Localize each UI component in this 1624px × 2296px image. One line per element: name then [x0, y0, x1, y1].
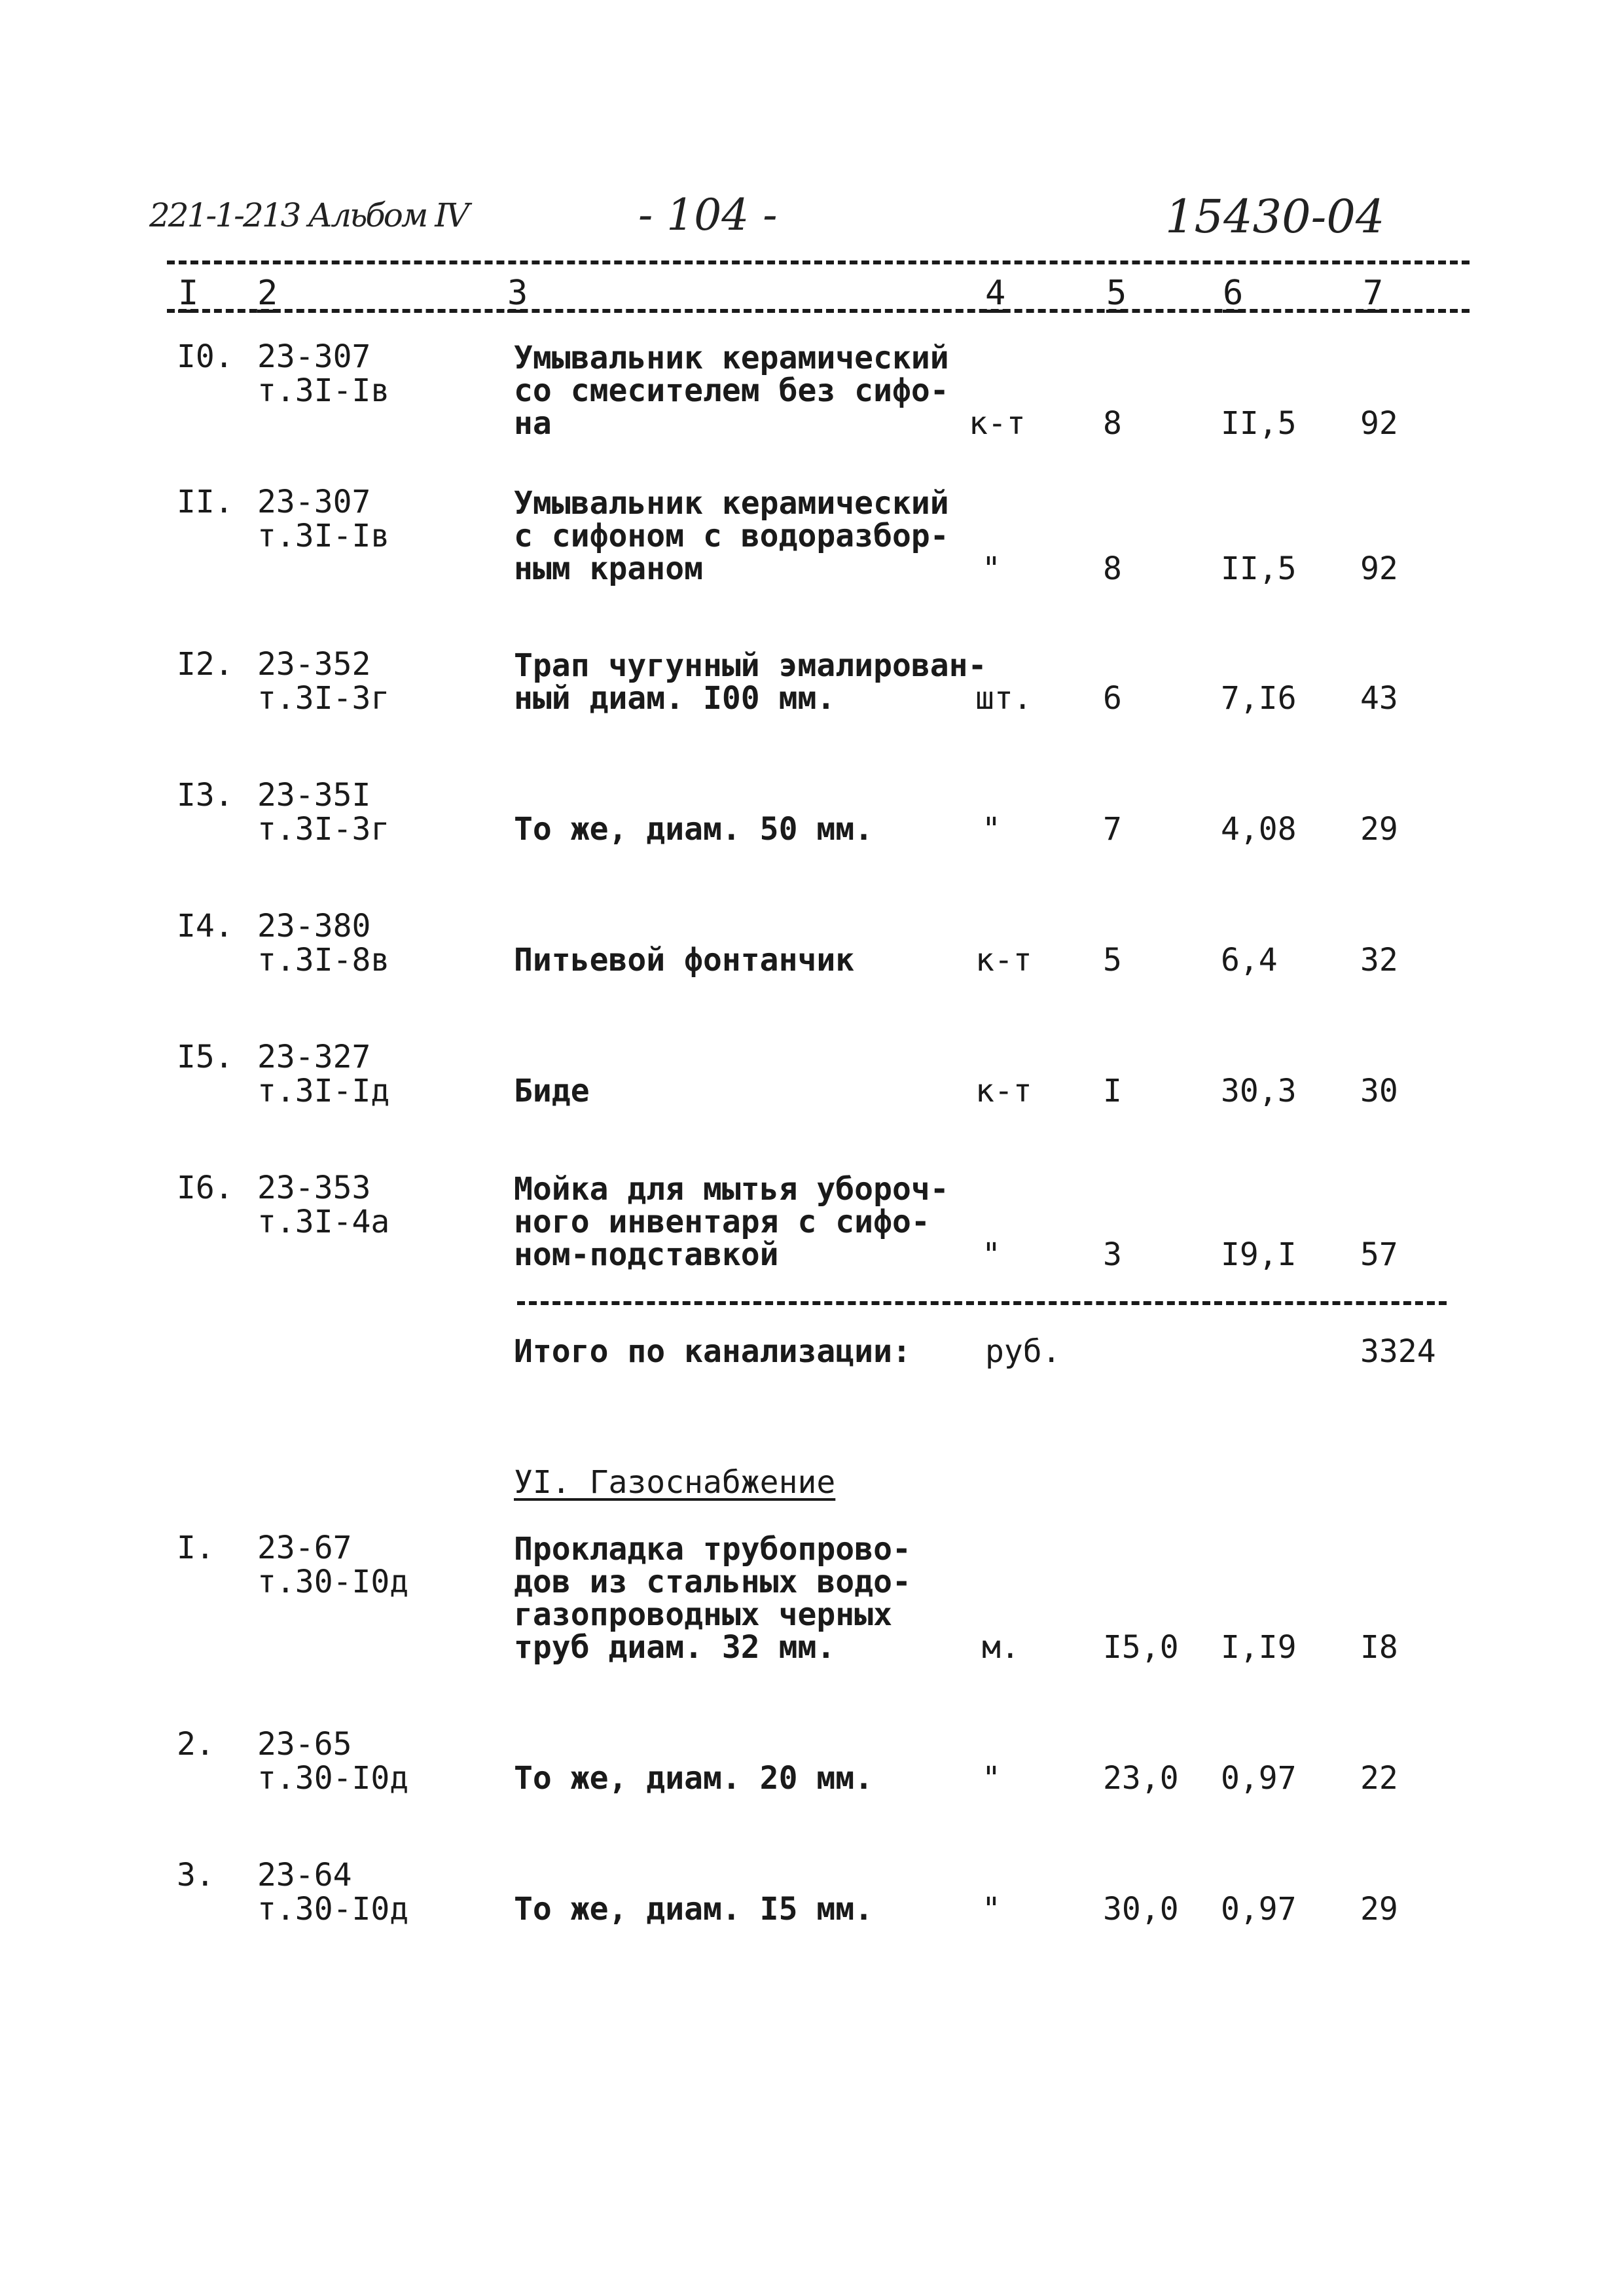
item-description: Питьевой фонтанчик	[514, 942, 855, 978]
unit-price: II,5	[1221, 550, 1297, 587]
column-header-1: I	[178, 274, 199, 313]
rate-table: т.3I-3г	[257, 680, 390, 717]
unit: м.	[982, 1629, 1020, 1666]
unit-price: I9,I	[1221, 1236, 1297, 1273]
quantity: 8	[1103, 550, 1122, 587]
row-number: I3.	[177, 777, 234, 814]
subtotal-unit: руб.	[985, 1333, 1061, 1370]
quantity: I	[1103, 1073, 1122, 1109]
unit-price: 7,I6	[1221, 680, 1297, 717]
total-cost: 92	[1360, 405, 1398, 442]
subtotal-total: 3324	[1360, 1333, 1436, 1370]
row-number: II.	[177, 484, 234, 520]
rate-code: 23-64	[257, 1857, 352, 1893]
rate-code: 23-352	[257, 646, 371, 683]
column-header-4: 4	[985, 274, 1006, 313]
quantity: 8	[1103, 405, 1122, 442]
row-number: I.	[177, 1530, 215, 1566]
rate-code: 23-380	[257, 908, 371, 944]
item-description: Прокладка трубопрово- дов из стальных водо- газопроводных черных труб диам. 32 мм.	[514, 1531, 911, 1666]
unit: к-т	[969, 405, 1026, 442]
unit-price: 0,97	[1221, 1760, 1297, 1797]
rate-code: 23-35I	[257, 777, 371, 814]
column-header-3: 3	[507, 274, 528, 313]
unit-price: 0,97	[1221, 1891, 1297, 1928]
rate-code: 23-307	[257, 338, 371, 375]
item-description: Мойка для мытья убороч- ного инвентаря с сифо- ном-подставкой	[514, 1171, 949, 1273]
rate-code: 23-65	[257, 1726, 352, 1763]
total-cost: 29	[1360, 811, 1398, 848]
row-number: 2.	[177, 1726, 215, 1763]
row-number: 3.	[177, 1857, 215, 1893]
row-number: I6.	[177, 1170, 234, 1206]
unit: "	[982, 811, 1001, 848]
unit: "	[982, 1760, 1001, 1797]
section-title: УI. Газоснабжение	[514, 1464, 836, 1501]
item-description: Биде	[514, 1073, 590, 1109]
quantity: 3	[1103, 1236, 1122, 1273]
total-cost: 30	[1360, 1073, 1398, 1109]
rate-table: т.3I-Iд	[257, 1073, 390, 1109]
subtotal-divider	[517, 1301, 1447, 1305]
header-divider-bottom	[167, 309, 1470, 313]
item-description: Умывальник керамический со смесителем без сифо- на	[514, 340, 949, 442]
unit-price: 6,4	[1221, 942, 1278, 978]
rate-table: т.30-I0д	[257, 1564, 409, 1600]
item-description: То же, диам. 20 мм.	[514, 1760, 874, 1797]
total-cost: 22	[1360, 1760, 1398, 1797]
rate-code: 23-353	[257, 1170, 371, 1206]
row-number: I5.	[177, 1039, 234, 1075]
rate-table: т.3I-Iв	[257, 372, 390, 409]
rate-table: т.3I-3г	[257, 811, 390, 848]
unit: "	[982, 550, 1001, 587]
document-code-left: 221-1-213 Альбом IV	[149, 196, 468, 234]
rate-code: 23-67	[257, 1530, 352, 1566]
unit-price: I,I9	[1221, 1629, 1297, 1666]
item-description: То же, диам. I5 мм.	[514, 1891, 874, 1928]
unit: к-т	[975, 942, 1032, 978]
rate-table: т.30-I0д	[257, 1760, 409, 1797]
quantity: 6	[1103, 680, 1122, 717]
total-cost: 43	[1360, 680, 1398, 717]
column-header-5: 5	[1106, 274, 1127, 313]
subtotal-label: Итого по канализации:	[514, 1333, 911, 1370]
rate-code: 23-307	[257, 484, 371, 520]
header-divider-top	[167, 260, 1470, 264]
row-number: I0.	[177, 338, 234, 375]
quantity: 5	[1103, 942, 1122, 978]
item-description: Трап чугунный эмалирован- ный диам. I00 мм.	[514, 647, 987, 717]
rate-table: т.3I-Iв	[257, 518, 390, 554]
quantity: 30,0	[1103, 1891, 1179, 1928]
unit-price: 4,08	[1221, 811, 1297, 848]
document-code-right: 15430-04	[1165, 190, 1385, 243]
unit: "	[982, 1236, 1001, 1273]
quantity: 7	[1103, 811, 1122, 848]
page-number: - 104 -	[638, 190, 778, 240]
unit: "	[982, 1891, 1001, 1928]
column-header-6: 6	[1223, 274, 1244, 313]
item-description: Умывальник керамический с сифоном с водоразбор- ным краном	[514, 485, 949, 587]
total-cost: 29	[1360, 1891, 1398, 1928]
unit: к-т	[975, 1073, 1032, 1109]
column-header-7: 7	[1363, 274, 1384, 313]
quantity: I5,0	[1103, 1629, 1179, 1666]
unit-price: II,5	[1221, 405, 1297, 442]
unit: шт.	[975, 680, 1032, 717]
total-cost: I8	[1360, 1629, 1398, 1666]
unit-price: 30,3	[1221, 1073, 1297, 1109]
column-header-2: 2	[257, 274, 278, 313]
total-cost: 92	[1360, 550, 1398, 587]
rate-table: т.3I-4а	[257, 1204, 390, 1240]
total-cost: 32	[1360, 942, 1398, 978]
rate-table: т.30-I0д	[257, 1891, 409, 1928]
row-number: I2.	[177, 646, 234, 683]
item-description: То же, диам. 50 мм.	[514, 811, 874, 848]
total-cost: 57	[1360, 1236, 1398, 1273]
quantity: 23,0	[1103, 1760, 1179, 1797]
row-number: I4.	[177, 908, 234, 944]
rate-table: т.3I-8в	[257, 942, 390, 978]
rate-code: 23-327	[257, 1039, 371, 1075]
